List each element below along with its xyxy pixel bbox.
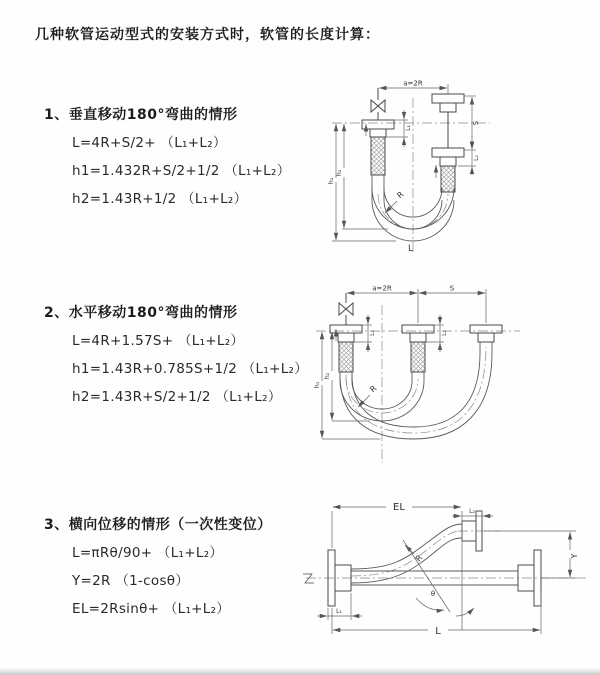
- formula-line: L=4R+S/2+ （L₁+L₂）: [72, 135, 227, 151]
- section-lateral-displacement: [44, 516, 344, 628]
- pipe-fittings: [330, 293, 502, 372]
- dim-label-s: S: [472, 120, 480, 126]
- dim-label-a2r: a=2R: [403, 79, 423, 88]
- dim-label-l2: L₂: [441, 330, 448, 336]
- section-3-heading: 3、横向位移的情形（一次性变位）: [44, 517, 272, 533]
- diagram3-labels: [336, 502, 579, 637]
- dim-label-h1: h₁: [313, 381, 321, 389]
- formula-line: Y=2R （1-cosθ）: [72, 573, 190, 589]
- braided-hose-section: [339, 342, 353, 372]
- dim-label-h2: h₂: [323, 372, 331, 380]
- formula-line: L=πRθ/90+ （L₁+L₂）: [72, 545, 224, 561]
- lateral-displacement-figure: [300, 498, 595, 648]
- radius-label: R: [368, 383, 379, 395]
- section-vertical-bend: [44, 106, 344, 218]
- horizontal-bend-figure: [308, 283, 545, 468]
- radius-label: R: [395, 189, 406, 201]
- dim-label-l1: L₁: [336, 608, 342, 615]
- dim-label-a2r: a=2R: [372, 284, 392, 293]
- radius-label: R: [413, 553, 425, 564]
- dim-label-l2: L₂: [473, 155, 480, 161]
- section-1-heading: 1、垂直移动180°弯曲的情形: [44, 107, 238, 123]
- dim-label-s: S: [449, 284, 455, 293]
- formula-line: EL=2Rsinθ+ （L₁+L₂）: [72, 601, 231, 617]
- braided-hose-section: [371, 137, 385, 175]
- dim-label-h2: h₂: [335, 169, 343, 177]
- dim-label-l2: L₂: [469, 508, 475, 515]
- angle-label: θ: [430, 590, 436, 598]
- valve-icon: [371, 100, 385, 112]
- dim-label-l1: L₁: [405, 125, 412, 131]
- dim-label-el: EL: [393, 502, 405, 513]
- formula-line: h2=1.43R+S/2+1/2 （L₁+L₂）: [72, 389, 282, 405]
- diagram-horizontal-bend: [308, 283, 545, 468]
- dim-label-y: Y: [570, 553, 579, 559]
- vertical-bend-figure: [318, 78, 550, 256]
- length-label: L: [408, 244, 414, 254]
- braided-hose-section: [411, 342, 425, 372]
- dim-label-h1: h₁: [327, 177, 335, 185]
- hose-curves: [351, 524, 518, 585]
- dim-label-l1: L₁: [369, 330, 376, 336]
- diagram-vertical-bend: [318, 78, 550, 256]
- page-title: 几种软管运动型式的安装方式时，软管的长度计算：: [35, 27, 380, 43]
- dimension-lines: [317, 507, 576, 634]
- formula-line: h1=1.43R+0.785S+1/2 （L₁+L₂）: [72, 361, 309, 377]
- valve-icon: [339, 303, 353, 315]
- diagram2-labels: [313, 285, 455, 395]
- formula-line: h2=1.43R+1/2 （L₁+L₂）: [72, 191, 248, 207]
- diagram-lateral-displacement: [300, 498, 595, 648]
- formula-line: h1=1.432R+S/2+1/2 （L₁+L₂）: [72, 163, 291, 179]
- scan-edge: [0, 668, 600, 675]
- length-label: L: [435, 626, 441, 637]
- datum-mark-icon: [303, 574, 314, 583]
- formula-line: L=4R+1.57S+ （L₁+L₂）: [72, 333, 245, 349]
- braided-hose-section: [441, 166, 455, 192]
- section-2-heading: 2、水平移动180°弯曲的情形: [44, 305, 238, 321]
- section-horizontal-bend: [44, 304, 344, 416]
- dimension-lines: [332, 84, 476, 241]
